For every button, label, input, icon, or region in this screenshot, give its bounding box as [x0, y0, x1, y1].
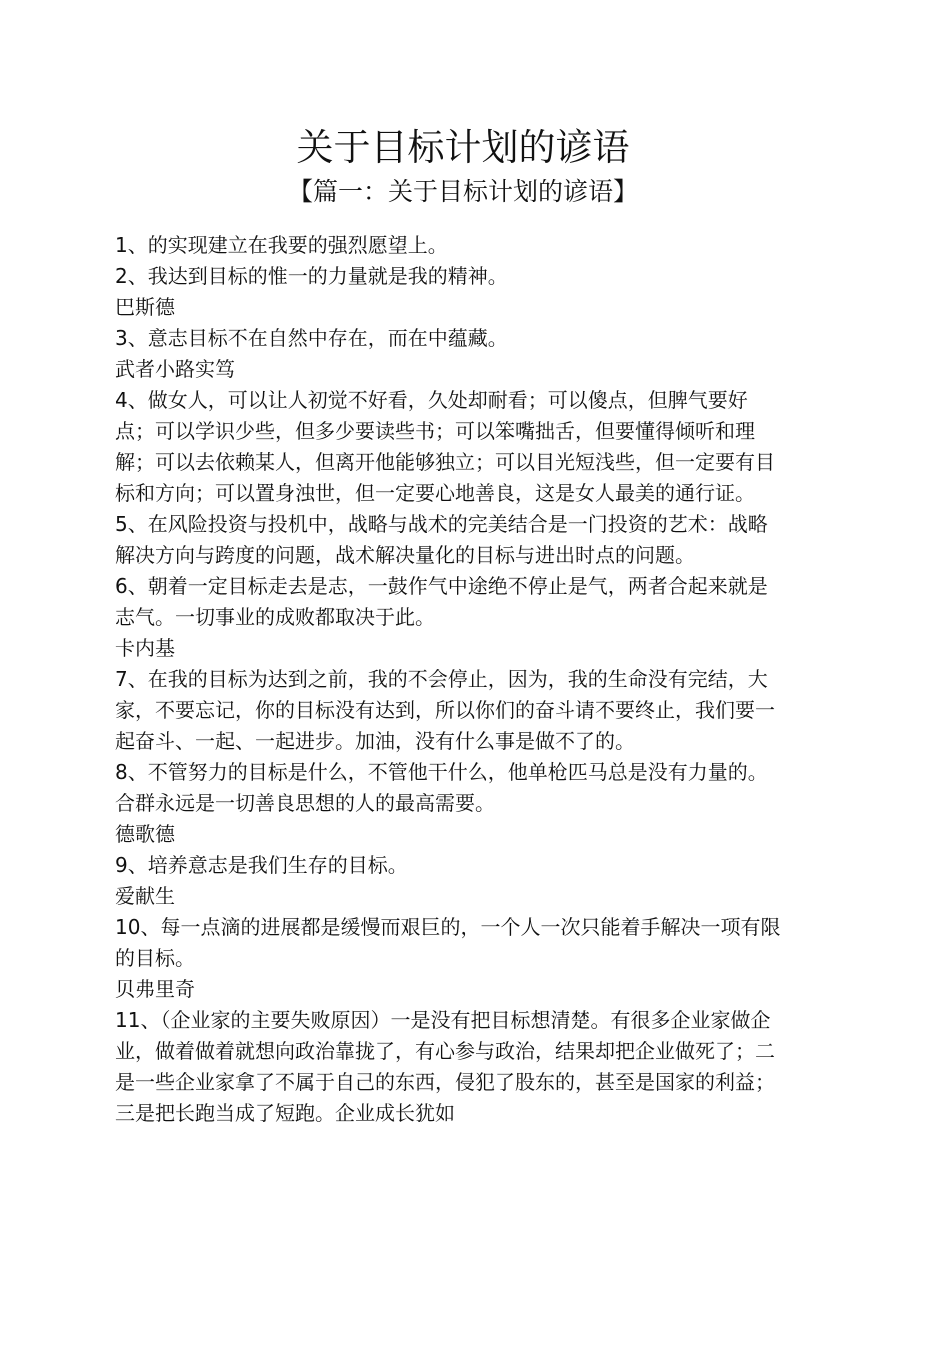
author-line: 德歌德 [115, 822, 175, 846]
document-body [115, 230, 785, 1129]
paragraph: 9、培养意志是我们生存的目标。 [115, 853, 408, 877]
paragraph: 5、在风险投资与投机中，战略与战术的完美结合是一门投资的艺术：战略解决方向与跨度的问题，战术解决量化的目标与进出时点的问题。 [115, 512, 768, 567]
paragraph: 1、的实现建立在我要的强烈愿望上。 [115, 233, 448, 257]
paragraph: 8、不管努力的目标是什么，不管他干什么，他单枪匹马总是没有力量的。合群永远是一切善良思想的人的最高需要。 [115, 760, 768, 815]
author-line: 巴斯德 [115, 295, 175, 319]
paragraph: 4、做女人，可以让人初觉不好看，久处却耐看；可以傻点，但脾气要好点；可以学识少些，但多少要读些书；可以笨嘴拙舌，但要懂得倾听和理解；可以去依赖某人，但离开他能够独立；可以目光短浅些，但一定要有目标和方向；可以置身浊世，但一定要心地善良，这是女人最美的通行证。 [115, 388, 775, 505]
author-line: 爱献生 [115, 884, 175, 908]
paragraph: 3、意志目标不在自然中存在，而在中蕴藏。 [115, 326, 508, 350]
paragraph: 2、我达到目标的惟一的力量就是我的精神。 [115, 264, 508, 288]
author-line: 武者小路实笃 [115, 357, 235, 381]
section-heading: 【篇一：关于目标计划的谚语】 [287, 177, 638, 206]
paragraph: 10、每一点滴的进展都是缓慢而艰巨的，一个人一次只能着手解决一项有限的目标。 [115, 915, 781, 970]
paragraph: 6、朝着一定目标走去是志，一鼓作气中途绝不停止是气，两者合起来就是志气。一切事业的成败都取决于此。 [115, 574, 768, 629]
author-line: 贝弗里奇 [115, 977, 195, 1001]
document-title: 关于目标计划的谚语 [296, 126, 630, 169]
paragraph: 7、在我的目标为达到之前，我的不会停止，因为，我的生命没有完结，大家，不要忘记，你的目标没有达到，所以你们的奋斗请不要终止，我们要一起奋斗、一起、一起进步。加油，没有什么事是做不了的。 [115, 667, 775, 753]
paragraph: 11、（企业家的主要失败原因）一是没有把目标想清楚。有很多企业家做企业，做着做着就想向政治靠拢了，有心参与政治，结果却把企业做死了；二是一些企业家拿了不属于自己的东西，侵犯了股东的，甚至是国家的利益；三是把长跑当成了短跑。企业成长犹如 [115, 1008, 775, 1125]
author-line: 卡内基 [115, 636, 175, 660]
